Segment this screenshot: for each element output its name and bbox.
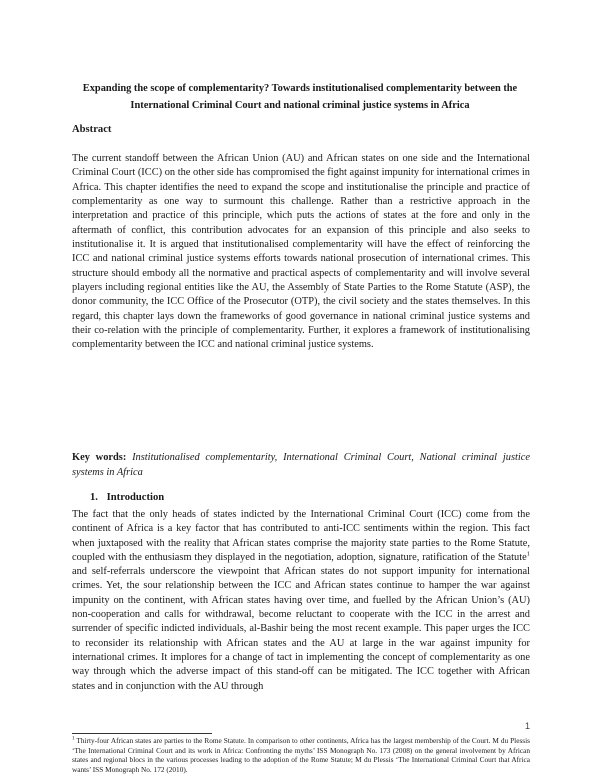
keywords-label: Key words:: [72, 452, 127, 463]
paper-title: Expanding the scope of complementarity? Towards institutionalised complementarity between the International Criminal Court and national criminal justice systems in Africa: [82, 83, 518, 111]
page-number: 1: [524, 721, 530, 731]
introduction-heading: [90, 492, 164, 503]
abstract-heading: Abstract: [72, 124, 112, 135]
footnote: [72, 736, 530, 774]
intro-text-part1: The fact that the only heads of states indicted by the International Criminal Court (ICC) come from the continent of Africa is a key factor that has contributed to anti-ICC sentiments within the region. This fact when juxtaposed with the reality that African states comprise the majority state parties to the Rome Statute, coupled with the enthusiasm they displayed in the negotiation, adoption, signature, ratification of the Statute: [72, 509, 530, 563]
introduction-paragraph: [72, 508, 530, 694]
section-title: Introduction: [106, 492, 165, 503]
abstract-paragraph: The current standoff between the African Union (AU) and African states on one side and the International Criminal Court (ICC) on the other side has compromised the fight against impunity for international crimes in Africa. This chapter identifies the need to expand the scope and institutionalise the principle and practice of complementarity as one way to surmount this challenge. Rather than a restrictive approach in the interpretation and practice of this principle, which puts the actions of states at the fore and only in the aftermath of conflict, this contribution advocates for an expansion of this principle and also seeks to institutionalise it. It is argued that institutionalised complementarity will have the effect of reinforcing the ICC and national criminal justice systems efforts towards national prosecution of international crimes. This structure should embody all the normative and practical aspects of complementarity and will involve several players including regional entities like the AU, the Assembly of State Parties to the Rome Statute (ASP), the donor community, the ICC Office of the Prosecutor (OTP), the civil society and the states themselves. In this regard, this chapter lays down the frameworks of good governance in national criminal justice systems and their co-relation with the principle of complementarity. Further, it explores a framework of institutionalising complementarity between the ICC and national criminal justice systems.: [72, 153, 530, 351]
footnote-reference[interactable]: 1: [526, 550, 530, 558]
section-number: 1.: [90, 492, 98, 503]
footnote-number: 1: [72, 736, 75, 742]
footnote-text: Thirty-four African states are parties to the Rome Statute. In comparison to other continents, Africa has the largest membership of the Court. M du Plessis ‘The International Criminal Court and its work in Africa: Confronting the myths’ ISS Monograph No. 173 (2008) on the general involvement by African states and regional blocs in the various processes leading to the adoption of the Rome Statute; M du Plessis ‘The International Criminal Court that Africa wants’ ISS Monograph No. 172 (2010).: [72, 736, 530, 774]
keywords-line: [72, 451, 530, 480]
footnote-separator: [72, 733, 212, 734]
intro-text-part2: and self-referrals underscore the viewpoint that African states do not support impunity for international crimes. Yet, the sour relationship between the ICC and African states continue to hamper the war against impunity on the continent, with African states having over time, and fuelled by the African Union’s (AU) non-cooperation and calls for withdrawal, become reluctant to cooperate with the ICC in the arrest and surrender of specific indicted individuals, al-Bashir being the most recent example. This paper urges the ICC to reconsider its relationship with African states and the AU at large in the war against impunity for international crimes. It implores for a change of tact in implementing the concept of complementarity as one way through which the adverse impact of this stand-off can be mitigated. The ICC together with African states and in conjunction with the AU through: [72, 566, 530, 692]
keywords-text: Institutionalised complementarity, International Criminal Court, National criminal justice systems in Africa: [72, 452, 530, 478]
